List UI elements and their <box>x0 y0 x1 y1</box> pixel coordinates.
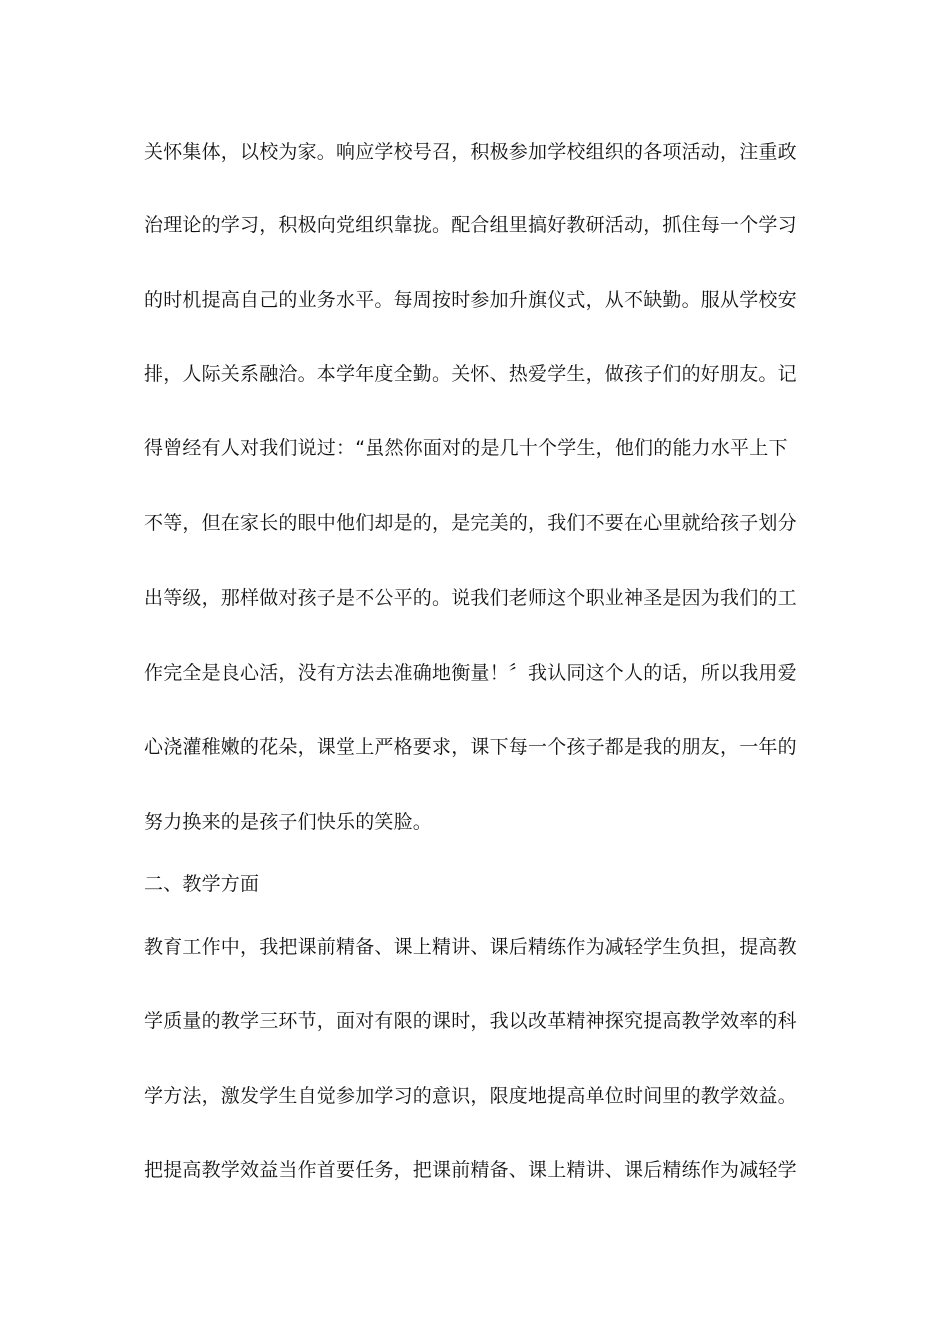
paragraph-line: 不等，但在家长的眼中他们却是的，是完美的，我们不要在心里就给孩子划分 <box>144 512 797 534</box>
paragraph-line: 努力换来的是孩子们快乐的笑脸。 <box>144 811 433 833</box>
paragraph-line: 学质量的教学三环节，面对有限的课时，我以改革精神探究提高教学效率的科 <box>144 1010 797 1032</box>
paragraph-line: 治理论的学习，积极向党组织靠拢。配合组里搞好教研活动，抓住每一个学习 <box>144 214 797 236</box>
paragraph-line: 关怀集体，以校为家。响应学校号召，积极参加学校组织的各项活动，注重政 <box>144 141 797 163</box>
paragraph-line: 心浇灌稚嫩的花朵，课堂上严格要求，课下每一个孩子都是我的朋友，一年的 <box>144 736 797 758</box>
paragraph-line: 的时机提高自己的业务水平。每周按时参加升旗仪式，从不缺勤。服从学校安 <box>144 289 797 311</box>
paragraph-line: 教育工作中，我把课前精备、课上精讲、课后精练作为减轻学生负担，提高教 <box>144 936 797 958</box>
paragraph-line: 把提高教学效益当作首要任务，把课前精备、课上精讲、课后精练作为减轻学 <box>144 1159 797 1181</box>
paragraph-line: 得曾经有人对我们说过：“虽然你面对的是几十个学生，他们的能力水平上下 <box>144 437 788 459</box>
paragraph-line: 排，人际关系融洽。本学年度全勤。关怀、热爱学生，做孩子们的好朋友。记 <box>144 363 797 385</box>
paragraph-line: 学方法，激发学生自觉参加学习的意识，限度地提高单位时间里的教学效益。 <box>144 1085 797 1107</box>
section-heading: 二、教学方面 <box>144 873 260 895</box>
paragraph-line: 作完全是良心活，没有方法去准确地衡量！〞我认同这个人的话，所以我用爱 <box>144 662 797 684</box>
paragraph-line: 出等级，那样做对孩子是不公平的。说我们老师这个职业神圣是因为我们的工 <box>144 587 797 609</box>
